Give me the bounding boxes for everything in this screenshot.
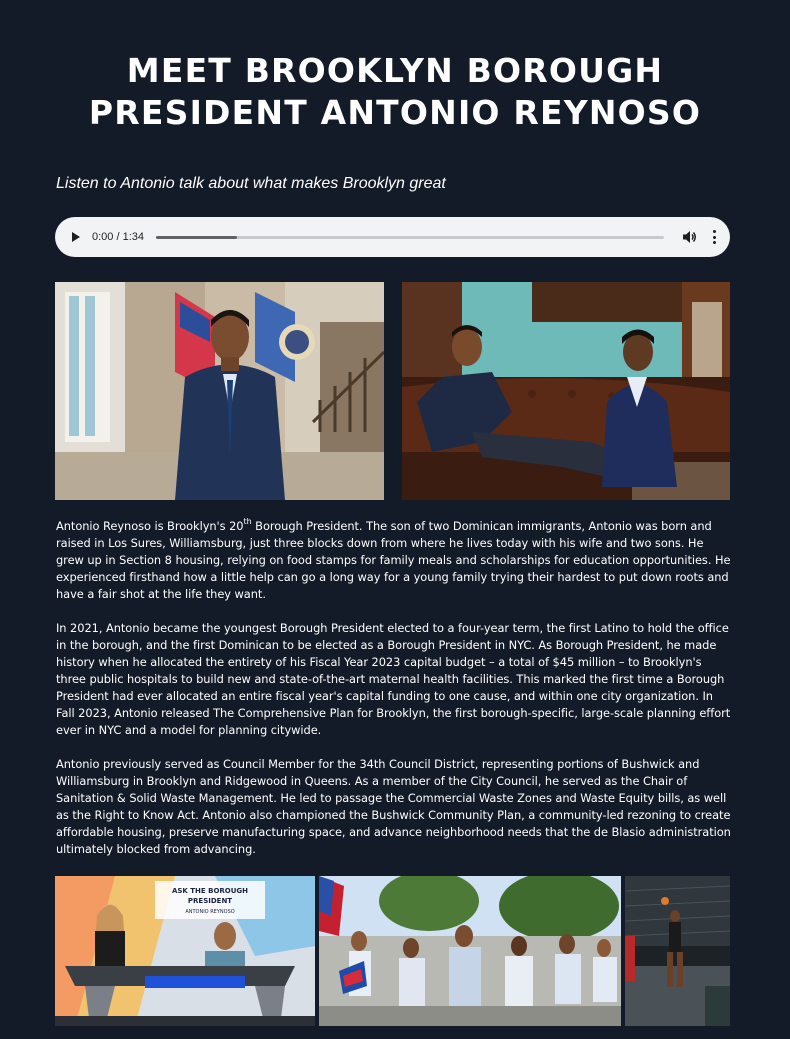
progress-slider[interactable]: [156, 236, 664, 239]
bio-p1-start: Antonio Reynoso is Brooklyn's 20: [56, 519, 244, 533]
bio-paragraph-1: [56, 518, 732, 603]
tv-caption-line2: PRESIDENT: [187, 897, 233, 905]
basketball-photo: [625, 876, 730, 1026]
volume-icon[interactable]: [682, 230, 698, 244]
tv-studio-photo: [55, 876, 315, 1026]
bio-p1-rest: Borough President. The son of two Dominican immigrants, Antonio was born and raised in Los Sures, Williamsburg, just three blocks down from where he lives today with his wife and two sons. He grew up in Section 8 housing, relying on food stamps for family meals and scholarships for education opportunities. He experienced firsthand how a little help can go a long way for a young family trying their hardest to put down roots and have a fair shot at the life they want.: [56, 519, 731, 601]
time-display: 0:00 / 1:34: [92, 231, 144, 243]
more-options-icon[interactable]: [712, 230, 716, 244]
tv-caption-line3: ANTONIO REYNOSO: [185, 909, 235, 915]
parade-photo: [319, 876, 621, 1026]
audio-player[interactable]: [55, 217, 730, 257]
portrait-photo: [55, 282, 384, 500]
audio-subtitle: Listen to Antonio talk about what makes Brooklyn great: [56, 175, 446, 192]
bio-paragraph-3: Antonio previously served as Council Member for the 34th Council District, representing portions of Bushwick and Williamsburg in Brooklyn and Ridgewood in Queens. As a member of the City Council, he served as the Chair of Sanitation & Solid Waste Management. He led to passage the Commercial Waste Zones and Waste Equity bills, as well as the Right to Know Act. Antonio also championed the Bushwick Community Plan, a community-led rezoning to create affordable housing, preserve manufacturing space, and advance neighborhood needs that the de Blasio administration ultimately blocked from advancing.: [56, 757, 731, 856]
page-title: MEET BROOKLYN BOROUGH PRESIDENT ANTONIO REYNOSO: [88, 51, 702, 132]
progress-buffered: [156, 236, 237, 239]
play-icon[interactable]: [72, 232, 80, 242]
bio-paragraph-2: In 2021, Antonio became the youngest Borough President elected to a four-year term, the first Latino to hold the office in the borough, and the first Dominican to be elected as a Borough President in NYC. As Borough President, he made history when he allocated the entirety of his Fiscal Year 2023 capital budget – a total of $45 million – to Brooklyn's three public hospitals to build new and state-of-the-art maternal health facilities. This marked the first time a Borough President had ever allocated an entire fiscal year's capital funding to one cause, and within one city organization. In Fall 2023, Antonio released The Comprehensive Plan for Brooklyn, the first borough-specific, large-scale planning effort ever in NYC and a model for planning citywide.: [56, 621, 731, 737]
tv-caption-line1: ASK THE BOROUGH: [171, 887, 249, 895]
bio-text: [56, 518, 732, 875]
interview-photo: [402, 282, 730, 500]
ordinal-suffix: th: [243, 517, 252, 527]
